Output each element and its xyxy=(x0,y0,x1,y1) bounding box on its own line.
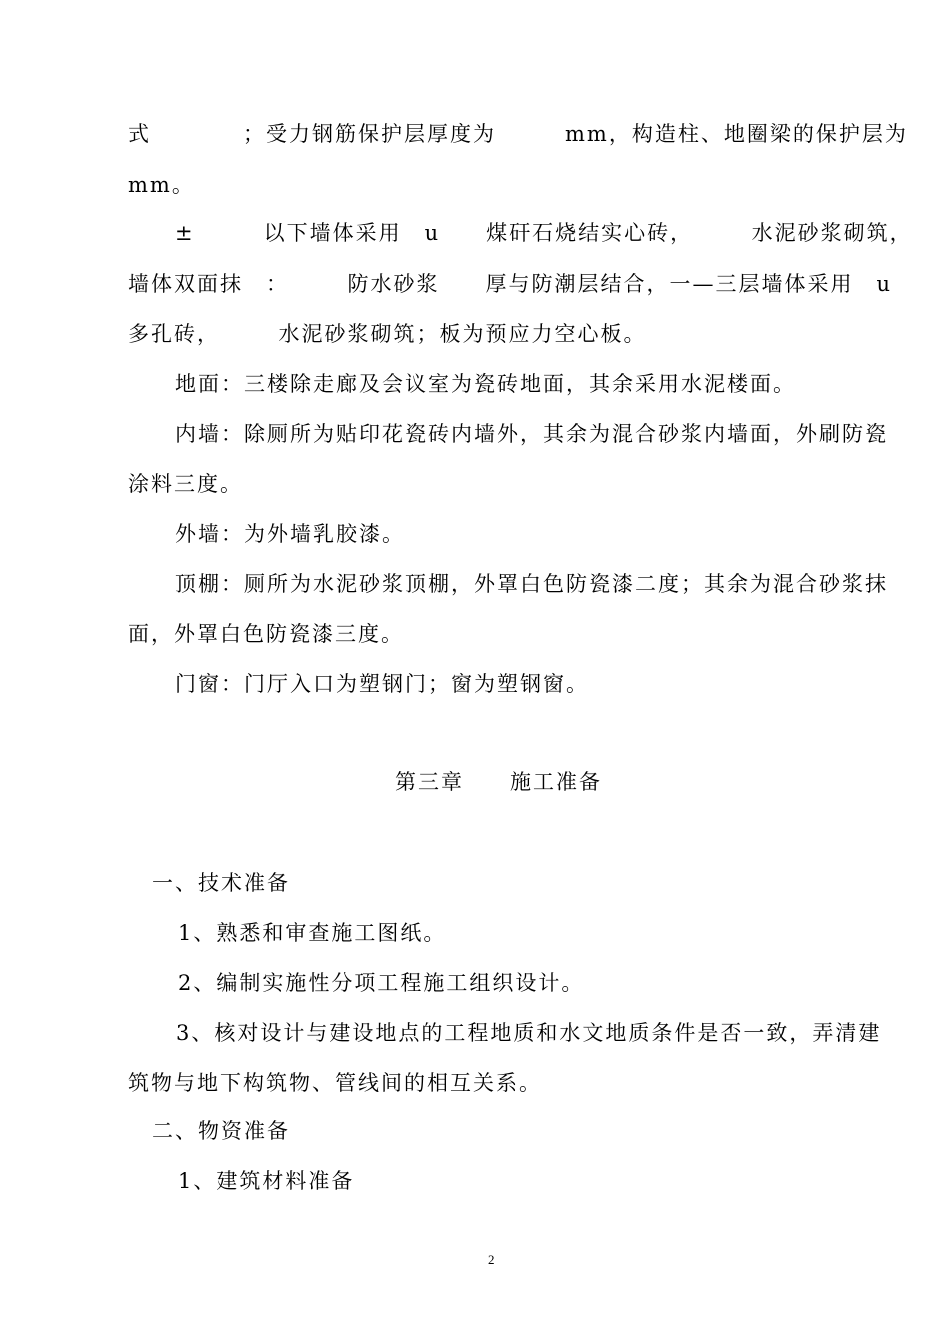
body-line-1: 式 ；受力钢筋保护层厚度为 mm，构造柱、地圈梁的保护层为 xyxy=(128,122,908,146)
body-line-5: 多孔砖， 水泥砂浆砌筑；板为预应力空心板。 xyxy=(128,322,647,346)
technical-item-3: 3、核对设计与建设地点的工程地质和水文地质条件是否一致，弄清建 xyxy=(176,1021,882,1045)
page-number: 2 xyxy=(488,1252,495,1267)
section-materials-title: 二、物资准备 xyxy=(152,1119,290,1143)
ceiling-paragraph-cont: 面，外罩白色防瓷漆三度。 xyxy=(128,622,404,646)
materials-item-1: 1、建筑材料准备 xyxy=(178,1169,355,1193)
ceiling-paragraph: 顶棚：厕所为水泥砂浆顶棚，外罩白色防瓷漆二度；其余为混合砂浆抹 xyxy=(175,572,888,596)
chapter-title: 第三章 施工准备 xyxy=(395,770,602,794)
inner-wall-paragraph: 内墙：除厕所为贴印花瓷砖内墙外，其余为混合砂浆内墙面，外刷防瓷 xyxy=(175,422,888,446)
doors-windows-paragraph: 门窗：门厅入口为塑钢门；窗为塑钢窗。 xyxy=(175,672,589,696)
body-line-4: 墙体双面抹 ： 防水砂浆 厚与防潮层结合，一—三层墙体采用 u xyxy=(128,272,893,296)
technical-item-1: 1、熟悉和审查施工图纸。 xyxy=(178,921,447,945)
outer-wall-paragraph: 外墙：为外墙乳胶漆。 xyxy=(175,522,405,546)
body-line-3: ± 以下墙体采用 u 煤矸石烧结实心砖， 水泥砂浆砌筑， xyxy=(175,221,913,245)
technical-item-3-cont: 筑物与地下构筑物、管线间的相互关系。 xyxy=(128,1071,542,1095)
technical-item-2: 2、编制实施性分项工程施工组织设计。 xyxy=(178,971,585,995)
body-line-2: mm。 xyxy=(128,173,195,197)
inner-wall-paragraph-cont: 涂料三度。 xyxy=(128,472,243,496)
floor-paragraph: 地面：三楼除走廊及会议室为瓷砖地面，其余采用水泥楼面。 xyxy=(175,372,796,396)
section-technical-title: 一、技术准备 xyxy=(152,871,290,895)
